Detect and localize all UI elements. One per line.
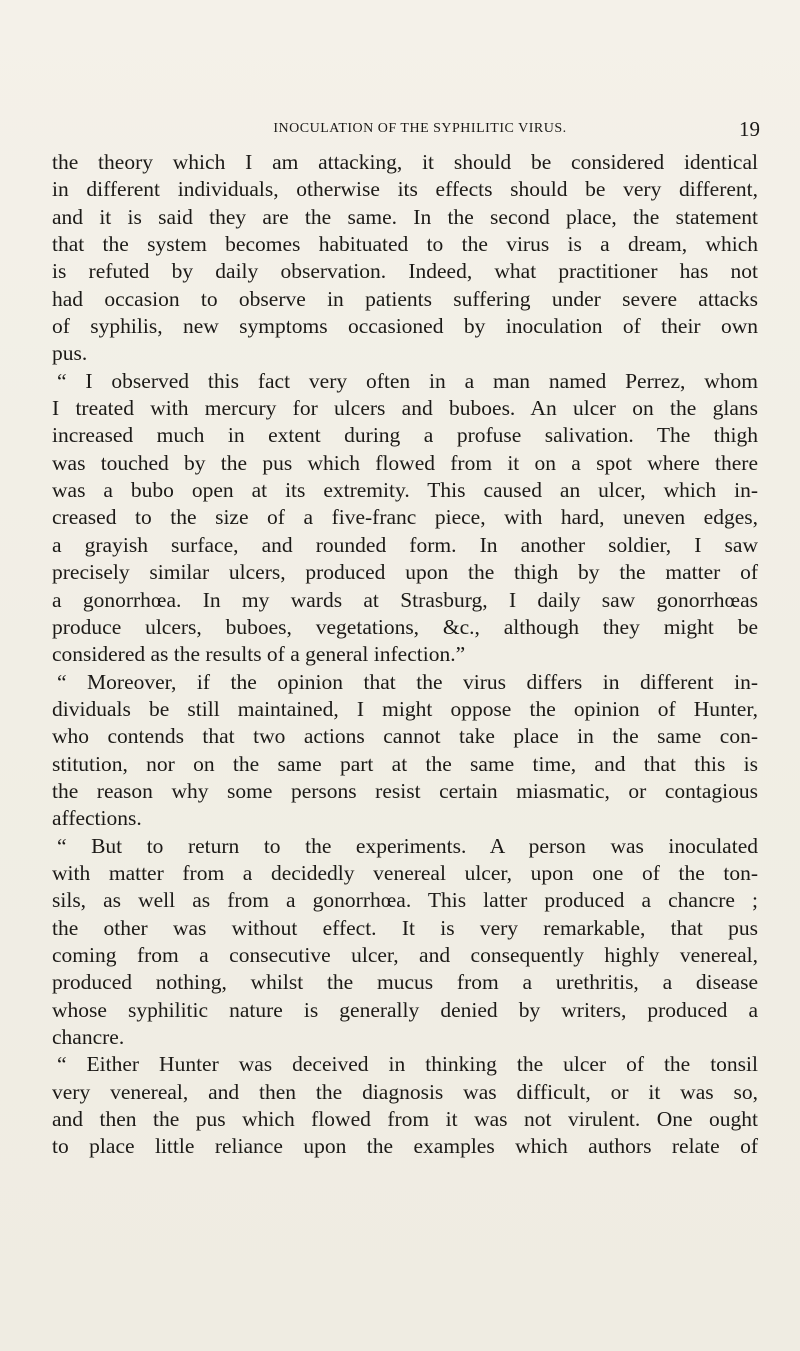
text-line: precisely similar ulcers, produced upon the thigh by the matter of xyxy=(52,560,758,585)
text-line: “ Moreover, if the opinion that the virus differs in different in- xyxy=(57,669,758,694)
text-line: of syphilis, new symptoms occasioned by inoculation of their own xyxy=(52,314,758,339)
text-line: creased to the size of a five-franc piece, with hard, uneven edges, xyxy=(52,505,758,530)
text-line: increased much in extent during a profuse salivation. The thigh xyxy=(52,423,758,448)
text-line: pus. xyxy=(52,341,88,366)
text-line: “ I observed this fact very often in a man named Perrez, whom xyxy=(57,368,758,393)
text-line: stitution, nor on the same part at the same time, and that this is xyxy=(52,751,758,776)
text-line: sils, as well as from a gonorrhœa. This latter produced a chancre ; xyxy=(52,888,758,913)
text-line: had occasion to observe in patients suffering under severe attacks xyxy=(52,286,758,311)
text-line: and then the pus which flowed from it was not virulent. One ought xyxy=(52,1107,758,1132)
text-line: the other was without effect. It is very remarkable, that pus xyxy=(52,915,758,940)
text-line: was a bubo open at its extremity. This caused an ulcer, which in- xyxy=(52,478,758,503)
text-line: I treated with mercury for ulcers and buboes. An ulcer on the glans xyxy=(52,396,758,421)
page-number: 19 xyxy=(739,117,760,141)
text-line: produced nothing, whilst the mucus from a urethritis, a disease xyxy=(52,970,758,995)
text-line: a gonorrhœa. In my wards at Strasburg, I daily saw gonorrhœas xyxy=(52,587,758,612)
text-line: the reason why some persons resist certain miasmatic, or contagious xyxy=(52,778,758,803)
text-line: who contends that two actions cannot take place in the same con- xyxy=(52,724,758,749)
running-head xyxy=(60,117,760,141)
text-line: dividuals be still maintained, I might oppose the opinion of Hunter, xyxy=(52,696,758,721)
text-line: very venereal, and then the diagnosis was difficult, or it was so, xyxy=(52,1079,758,1104)
text-line: considered as the results of a general infection.” xyxy=(52,642,466,667)
text-line: and it is said they are the same. In the second place, the statement xyxy=(52,204,758,229)
text-line: chancre. xyxy=(52,1025,125,1049)
text-line: with matter from a decidedly venereal ulcer, upon one of the ton- xyxy=(52,860,758,885)
text-line: “ But to return to the experiments. A person was inoculated xyxy=(57,833,758,858)
text-line: was touched by the pus which flowed from it on a spot where there xyxy=(52,450,758,475)
text-line: a grayish surface, and rounded form. In another soldier, I saw xyxy=(52,532,758,557)
text-line: coming from a consecutive ulcer, and consequently highly venereal, xyxy=(52,942,758,967)
text-line: that the system becomes habituated to the virus is a dream, which xyxy=(52,232,758,257)
text-line: produce ulcers, buboes, vegetations, &c., although they might be xyxy=(52,614,758,639)
running-title: INOCULATION OF THE SYPHILITIC VIRUS. xyxy=(273,121,567,136)
text-line: is refuted by daily observation. Indeed, what practitioner has not xyxy=(52,259,758,284)
text-line: “ Either Hunter was deceived in thinking the ulcer of the tonsil xyxy=(57,1052,758,1077)
text-line: whose syphilitic nature is generally denied by writers, produced a xyxy=(52,997,758,1022)
body-text xyxy=(52,149,758,1161)
text-line: to place little reliance upon the examples which authors relate of xyxy=(52,1134,758,1159)
text-line: the theory which I am attacking, it should be considered identical xyxy=(52,150,758,174)
text-line: in different individuals, otherwise its effects should be very different, xyxy=(52,177,758,202)
text-line: affections. xyxy=(52,806,142,831)
